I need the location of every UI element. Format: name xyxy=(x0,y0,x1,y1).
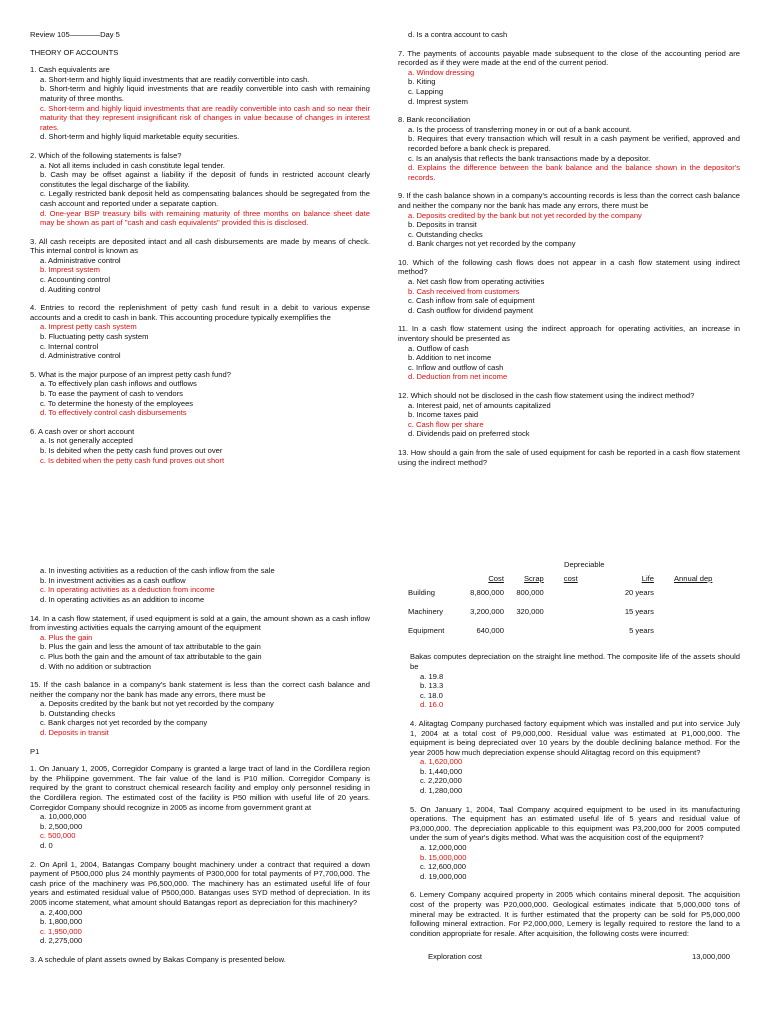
answer-option: a. 10,000,000 xyxy=(40,812,87,822)
question xyxy=(30,370,370,418)
question xyxy=(410,805,740,882)
answer-option: a. In investing activities as a reduction of the cash inflow from the sale xyxy=(40,566,275,576)
question xyxy=(30,614,370,672)
question xyxy=(398,30,740,40)
question-text: 15. If the cash balance in a company's bank statement is less than the correct cash balance and neither the company nor the bank has made any errors, there must be xyxy=(30,680,370,699)
question xyxy=(398,191,740,249)
answer-option: d. In operating activities as an addition to income xyxy=(40,594,205,604)
answer-option: a. Not all items included in cash constitute legal tender. xyxy=(40,160,225,170)
answer-option-correct: b. 15,000,000 xyxy=(420,852,467,862)
question-text: 14. In a cash flow statement, if used equipment is sold at a gain, the amount shown as a cash inflow from investing activities equals the carrying amount of the equipment xyxy=(30,613,370,633)
table-cell: 8,800,000 xyxy=(470,588,504,598)
answer-option: b. To ease the payment of cash to vendors xyxy=(40,389,183,398)
question-text: 12. Which should not be disclosed in the cash flow statement using the indirect method? xyxy=(398,391,695,400)
answer-option: d. Cash outflow for dividend payment xyxy=(408,305,533,315)
table-header: Cost xyxy=(488,573,504,583)
question-text: 6. Lemery Company acquired property in 2005 which contains mineral deposit. The acquisition cost of the property was P20,000,000. Geological estimates indicate that 5,000,000 tons of mineral may be extracted. It is further estimated that the property can be sold for P5,000,000 following mineral extraction. For P2,000,000, Lemery is legally required to restore the land to a condition appropriate for resale. After acquisition, the following costs were incurred: xyxy=(410,890,740,938)
answer-option: d. With no addition or subtraction xyxy=(40,661,152,671)
question-text: 1. On January 1, 2005, Corregidor Company is granted a large tract of land in the Cordillera region by the Philippine government. The fair value of the land is P10 million. Corregidor Company is required by the grant to construct chemical research facility and employ only personnel residing in the Cordillera region. The estimated cost of the facility is P50 million with useful life of 20 years. Corregidor Company should recognize in 2005 as income from government grant at xyxy=(30,764,370,812)
question-text: 11. In a cash flow statement using the indirect approach for operating activities, an increase in inventory should be presented as xyxy=(398,324,740,344)
table-cell: 800,000 xyxy=(516,588,544,598)
depreciation-table xyxy=(398,560,740,640)
table-cell xyxy=(548,602,582,621)
section-title: THEORY OF ACCOUNTS xyxy=(30,47,119,57)
page-header: Review 105————Day 5 xyxy=(30,30,120,39)
answer-option: d. 19,000,000 xyxy=(420,871,467,881)
question-text: 5. What is the major purpose of an imprest petty cash fund? xyxy=(30,369,231,379)
question-text: 3. All cash receipts are deposited intact and all cash disbursements are made by means of check. This internal control is known as xyxy=(30,236,370,256)
answer-option: d. Is a contra account to cash xyxy=(408,30,508,39)
answer-option-correct: d. Explains the difference between the bank balance and the balance shown in the depositor's records. xyxy=(408,163,740,182)
question xyxy=(398,391,740,439)
table-header: Annual dep xyxy=(673,573,713,583)
answer-option: b. Kiting xyxy=(408,77,436,87)
answer-option-correct: d. To effectively control cash disbursements xyxy=(40,408,187,418)
problem-label: P1 xyxy=(30,746,40,756)
answer-option: a. 19.8 xyxy=(420,671,444,681)
table-cell: Machinery xyxy=(408,607,444,617)
answer-option-correct: b. Imprest system xyxy=(40,265,100,275)
answer-option-correct: a. Plus the gain xyxy=(40,632,93,642)
question xyxy=(410,652,740,710)
table-row xyxy=(398,602,716,621)
table-cell xyxy=(508,621,548,640)
question xyxy=(30,303,370,361)
answer-option: d. Dividends paid on preferred stock xyxy=(408,429,530,439)
question xyxy=(30,764,370,850)
question-text: 4. Entries to record the replenishment of petty cash fund result in a debit to various expense accounts and a credit to cash in bank. This accounting procedure typically exemplifies the xyxy=(30,303,370,322)
header-day: Day 5 xyxy=(100,30,120,39)
right-column xyxy=(398,30,740,962)
question-group-5 xyxy=(398,652,740,938)
answer-option-correct: a. Window dressing xyxy=(408,67,475,77)
header-review: Review 105 xyxy=(30,30,70,39)
answer-option: d. Administrative control xyxy=(40,351,121,361)
question-text: 4. Alitagtag Company purchased factory equipment which was installed and put into service July 1, 2004 at a total cost of P9,000,000. Residual value was estimated at P1,000,000. The equipment is being depreciated over 10 years by the double declining balance method. For the year 2005 how much depreciation expense should Alitagtag record on this equipment? xyxy=(410,718,740,757)
answer-option: b. Short-term and highly liquid investments that are readily convertible into cash with remaining maturity of three months. xyxy=(40,84,370,103)
table-row xyxy=(398,621,716,640)
question-text: Bakas computes depreciation on the straight line method. The composite life of the assets should be xyxy=(410,652,740,671)
answer-option: b. 1,800,000 xyxy=(40,917,83,927)
question-text: 3. A schedule of plant assets owned by Bakas Company is presented below. xyxy=(30,954,286,964)
answer-option-correct: a. 1,620,000 xyxy=(420,757,463,767)
question xyxy=(30,566,370,604)
question-text: 1. Cash equivalents are xyxy=(30,65,110,75)
question xyxy=(398,49,740,107)
question xyxy=(410,890,740,938)
answer-option: c. Lapping xyxy=(408,86,444,96)
answer-option: c. 18.0 xyxy=(420,690,443,700)
question-text: 2. On April 1, 2004, Batangas Company bought machinery under a contract that required a down payment of P500,000 plus 24 monthly payments of P300,000 for total payments of P7,700,000. The cash price of the machinery was P6,500,000. The machinery has an estimated useful life of four years and estimated residual value of P500,000. Batangas uses SYD method of depreciation. In its 2005 income statement, what amount should Batangas report as depreciation for this machinery? xyxy=(30,859,370,907)
table-header: Life xyxy=(641,573,654,583)
table-header: Scrap xyxy=(523,573,544,583)
table-cell xyxy=(658,621,716,640)
answer-option: b. Is debited when the petty cash fund proves out over xyxy=(40,445,223,455)
question-group-3 xyxy=(30,764,370,964)
question xyxy=(30,955,370,965)
answer-option-correct: a. Imprest petty cash system xyxy=(40,322,137,332)
answer-option-correct: b. Cash received from customers xyxy=(408,286,520,296)
answer-option: b. 1,440,000 xyxy=(420,766,463,776)
answer-option: c. Plus both the gain and the amount of tax attributable to the gain xyxy=(40,651,262,661)
answer-option: c. To determine the honesty of the employees xyxy=(40,398,194,408)
answer-option: a. Interest paid, net of amounts capitalized xyxy=(408,400,551,410)
question-group-1 xyxy=(30,65,370,465)
answer-option-correct: d. Deposits in transit xyxy=(40,728,109,738)
answer-option-correct: a. Deposits credited by the bank but not yet recorded by the company xyxy=(408,210,642,220)
question xyxy=(410,719,740,796)
question xyxy=(398,448,740,467)
table-cell xyxy=(658,602,716,621)
answer-option: b. Plus the gain and less the amount of tax attributable to the gain xyxy=(40,642,261,652)
answer-option: c. Inflow and outflow of cash xyxy=(408,362,504,372)
answer-option: c. Internal control xyxy=(40,341,99,351)
table-cell xyxy=(548,583,582,602)
question xyxy=(398,324,740,382)
answer-option: d. Auditing control xyxy=(40,284,101,294)
table-cell: 20 years xyxy=(624,588,654,598)
answer-option: a. 2,400,000 xyxy=(40,907,83,917)
question-text: 7. The payments of accounts payable made subsequent to the close of the accounting period are recorded as if they were made at the end of the current period. xyxy=(398,48,740,68)
table-over-label: Depreciable xyxy=(564,560,605,570)
answer-option: b. Addition to net income xyxy=(408,353,492,363)
answer-option: b. Fluctuating petty cash system xyxy=(40,332,149,342)
answer-option-correct: d. Deduction from net income xyxy=(408,372,508,382)
answer-option: a. Short-term and highly liquid investments that are readily convertible into cash. xyxy=(40,74,310,84)
table-cell: 640,000 xyxy=(476,626,504,636)
answer-option: b. Requires that every transaction which will result in a cash payment be verified, approved and recorded before a bank check is prepared. xyxy=(408,134,740,153)
answer-option: d. 0 xyxy=(40,841,53,850)
table-cell: 15 years xyxy=(624,607,654,617)
question xyxy=(30,237,370,295)
answer-option: d. 2,275,000 xyxy=(40,936,83,946)
answer-option: d. Short-term and highly liquid marketable equity securities. xyxy=(40,132,240,142)
table-cell: 3,200,000 xyxy=(470,607,504,617)
answer-option: c. Cash inflow from sale of equipment xyxy=(408,296,535,306)
answer-option: c. Accounting control xyxy=(40,275,111,285)
question-group-2 xyxy=(30,566,370,738)
answer-option: c. 2,220,000 xyxy=(420,776,462,786)
answer-option-correct: d. One-year BSP treasury bills with remaining maturity of three months on balance sheet date may be shown as part of "cash and cash equivalents" provided this is disclosed. xyxy=(40,208,370,228)
answer-option: b. In investment activities as a cash outflow xyxy=(40,575,186,585)
table-cell: Building xyxy=(408,588,436,598)
answer-option: a. Is the process of transferring money in or out of a bank account. xyxy=(408,124,632,134)
question-text: 5. On January 1, 2004, Taal Company acquired equipment to be used in its manufacturing operations. The equipment has an estimated useful life of 5 years and residual value of P3,000,000. The depreciation applicable to this equipment was P3,200,000 for 2005 computed under the sum of year's digits method. What was the acquisition cost of the equipment? xyxy=(410,804,740,843)
answer-option: c. 12,600,000 xyxy=(420,862,467,872)
answer-option: b. Deposits in transit xyxy=(408,220,477,230)
table-cell: 320,000 xyxy=(516,607,544,617)
answer-option-correct: d. 16.0 xyxy=(420,700,444,710)
question-text: 9. If the cash balance shown in a company's accounting records is less than the correct cash balance and neither the company nor the bank has made any errors, there must be xyxy=(398,191,740,210)
answer-option: a. Is not generally accepted xyxy=(40,436,133,446)
answer-option: d. Imprest system xyxy=(408,96,468,106)
answer-option-correct: c. 1,950,000 xyxy=(40,926,82,936)
answer-option: a. Deposits credited by the bank but not yet recorded by the company xyxy=(40,699,274,709)
answer-option-correct: c. 500,000 xyxy=(40,831,76,841)
table-cell: 5 years xyxy=(629,626,654,636)
answer-option: a. Administrative control xyxy=(40,255,121,265)
question-text: 13. How should a gain from the sale of used equipment for cash be reported in a cash flow statement using the indirect method? xyxy=(398,447,740,467)
column-gap xyxy=(398,476,740,560)
column-gap xyxy=(30,474,370,566)
answer-option: b. Outstanding checks xyxy=(40,708,116,718)
table-cell xyxy=(658,583,716,602)
table-cell: Equipment xyxy=(408,626,445,636)
left-column xyxy=(30,30,370,974)
answer-option: b. Income taxes paid xyxy=(408,410,479,420)
answer-option: a. Outflow of cash xyxy=(408,343,469,353)
answer-option: a. To effectively plan cash inflows and outflows xyxy=(40,379,197,389)
answer-option: b. 13.3 xyxy=(420,681,444,691)
question xyxy=(398,258,740,316)
question-text: 10. Which of the following cash flows does not appear in a cash flow statement using indirect method? xyxy=(398,257,740,277)
answer-option-correct: c. Short-term and highly liquid investments that are readily convertible into cash and so near their maturity that they represent insignificant risk of changes in value because of changes in interest rates. xyxy=(40,103,370,132)
answer-option-correct: c. Is debited when the petty cash fund proves out short xyxy=(40,455,225,465)
question xyxy=(30,860,370,946)
question xyxy=(30,427,370,465)
answer-option: a. Net cash flow from operating activities xyxy=(408,277,545,287)
answer-option-correct: c. Cash flow per share xyxy=(408,419,484,429)
answer-option: c. Bank charges not yet recorded by the company xyxy=(40,718,208,728)
exploration-value: 13,000,000 xyxy=(691,952,730,962)
table-header: cost xyxy=(563,573,578,583)
exploration-label: Exploration cost xyxy=(428,952,483,962)
question xyxy=(30,680,370,738)
question xyxy=(30,65,370,142)
answer-option: d. Bank charges not yet recorded by the company xyxy=(408,239,576,249)
answer-option: b. Cash may be offset against a liability if the deposit of funds in restricted account clearly constitutes the legal discharge of the liability. xyxy=(40,170,370,189)
question xyxy=(30,151,370,228)
answer-option-correct: c. In operating activities as a deduction from income xyxy=(40,585,215,595)
asset-table xyxy=(398,574,716,641)
table-row xyxy=(398,583,716,602)
answer-option: b. 2,500,000 xyxy=(40,821,83,831)
question-text: 6. A cash over or short account xyxy=(30,426,135,436)
table-cell xyxy=(548,621,582,640)
answer-option: c. Legally restricted bank deposit held as compensating balances should be segregated from the cash account and reported under a separate caption. xyxy=(40,189,370,208)
question-text: 8. Bank reconciliation xyxy=(398,115,471,125)
answer-option: d. 1,280,000 xyxy=(420,786,463,796)
answer-option: c. Outstanding checks xyxy=(408,229,483,239)
answer-option: c. Is an analysis that reflects the bank transactions made by a depositor. xyxy=(408,153,651,163)
question-text: 2. Which of the following statements is false? xyxy=(30,150,182,160)
question-group-4 xyxy=(398,30,740,467)
answer-option: a. 12,000,000 xyxy=(420,843,467,853)
exploration-row xyxy=(398,952,740,962)
question xyxy=(398,115,740,182)
